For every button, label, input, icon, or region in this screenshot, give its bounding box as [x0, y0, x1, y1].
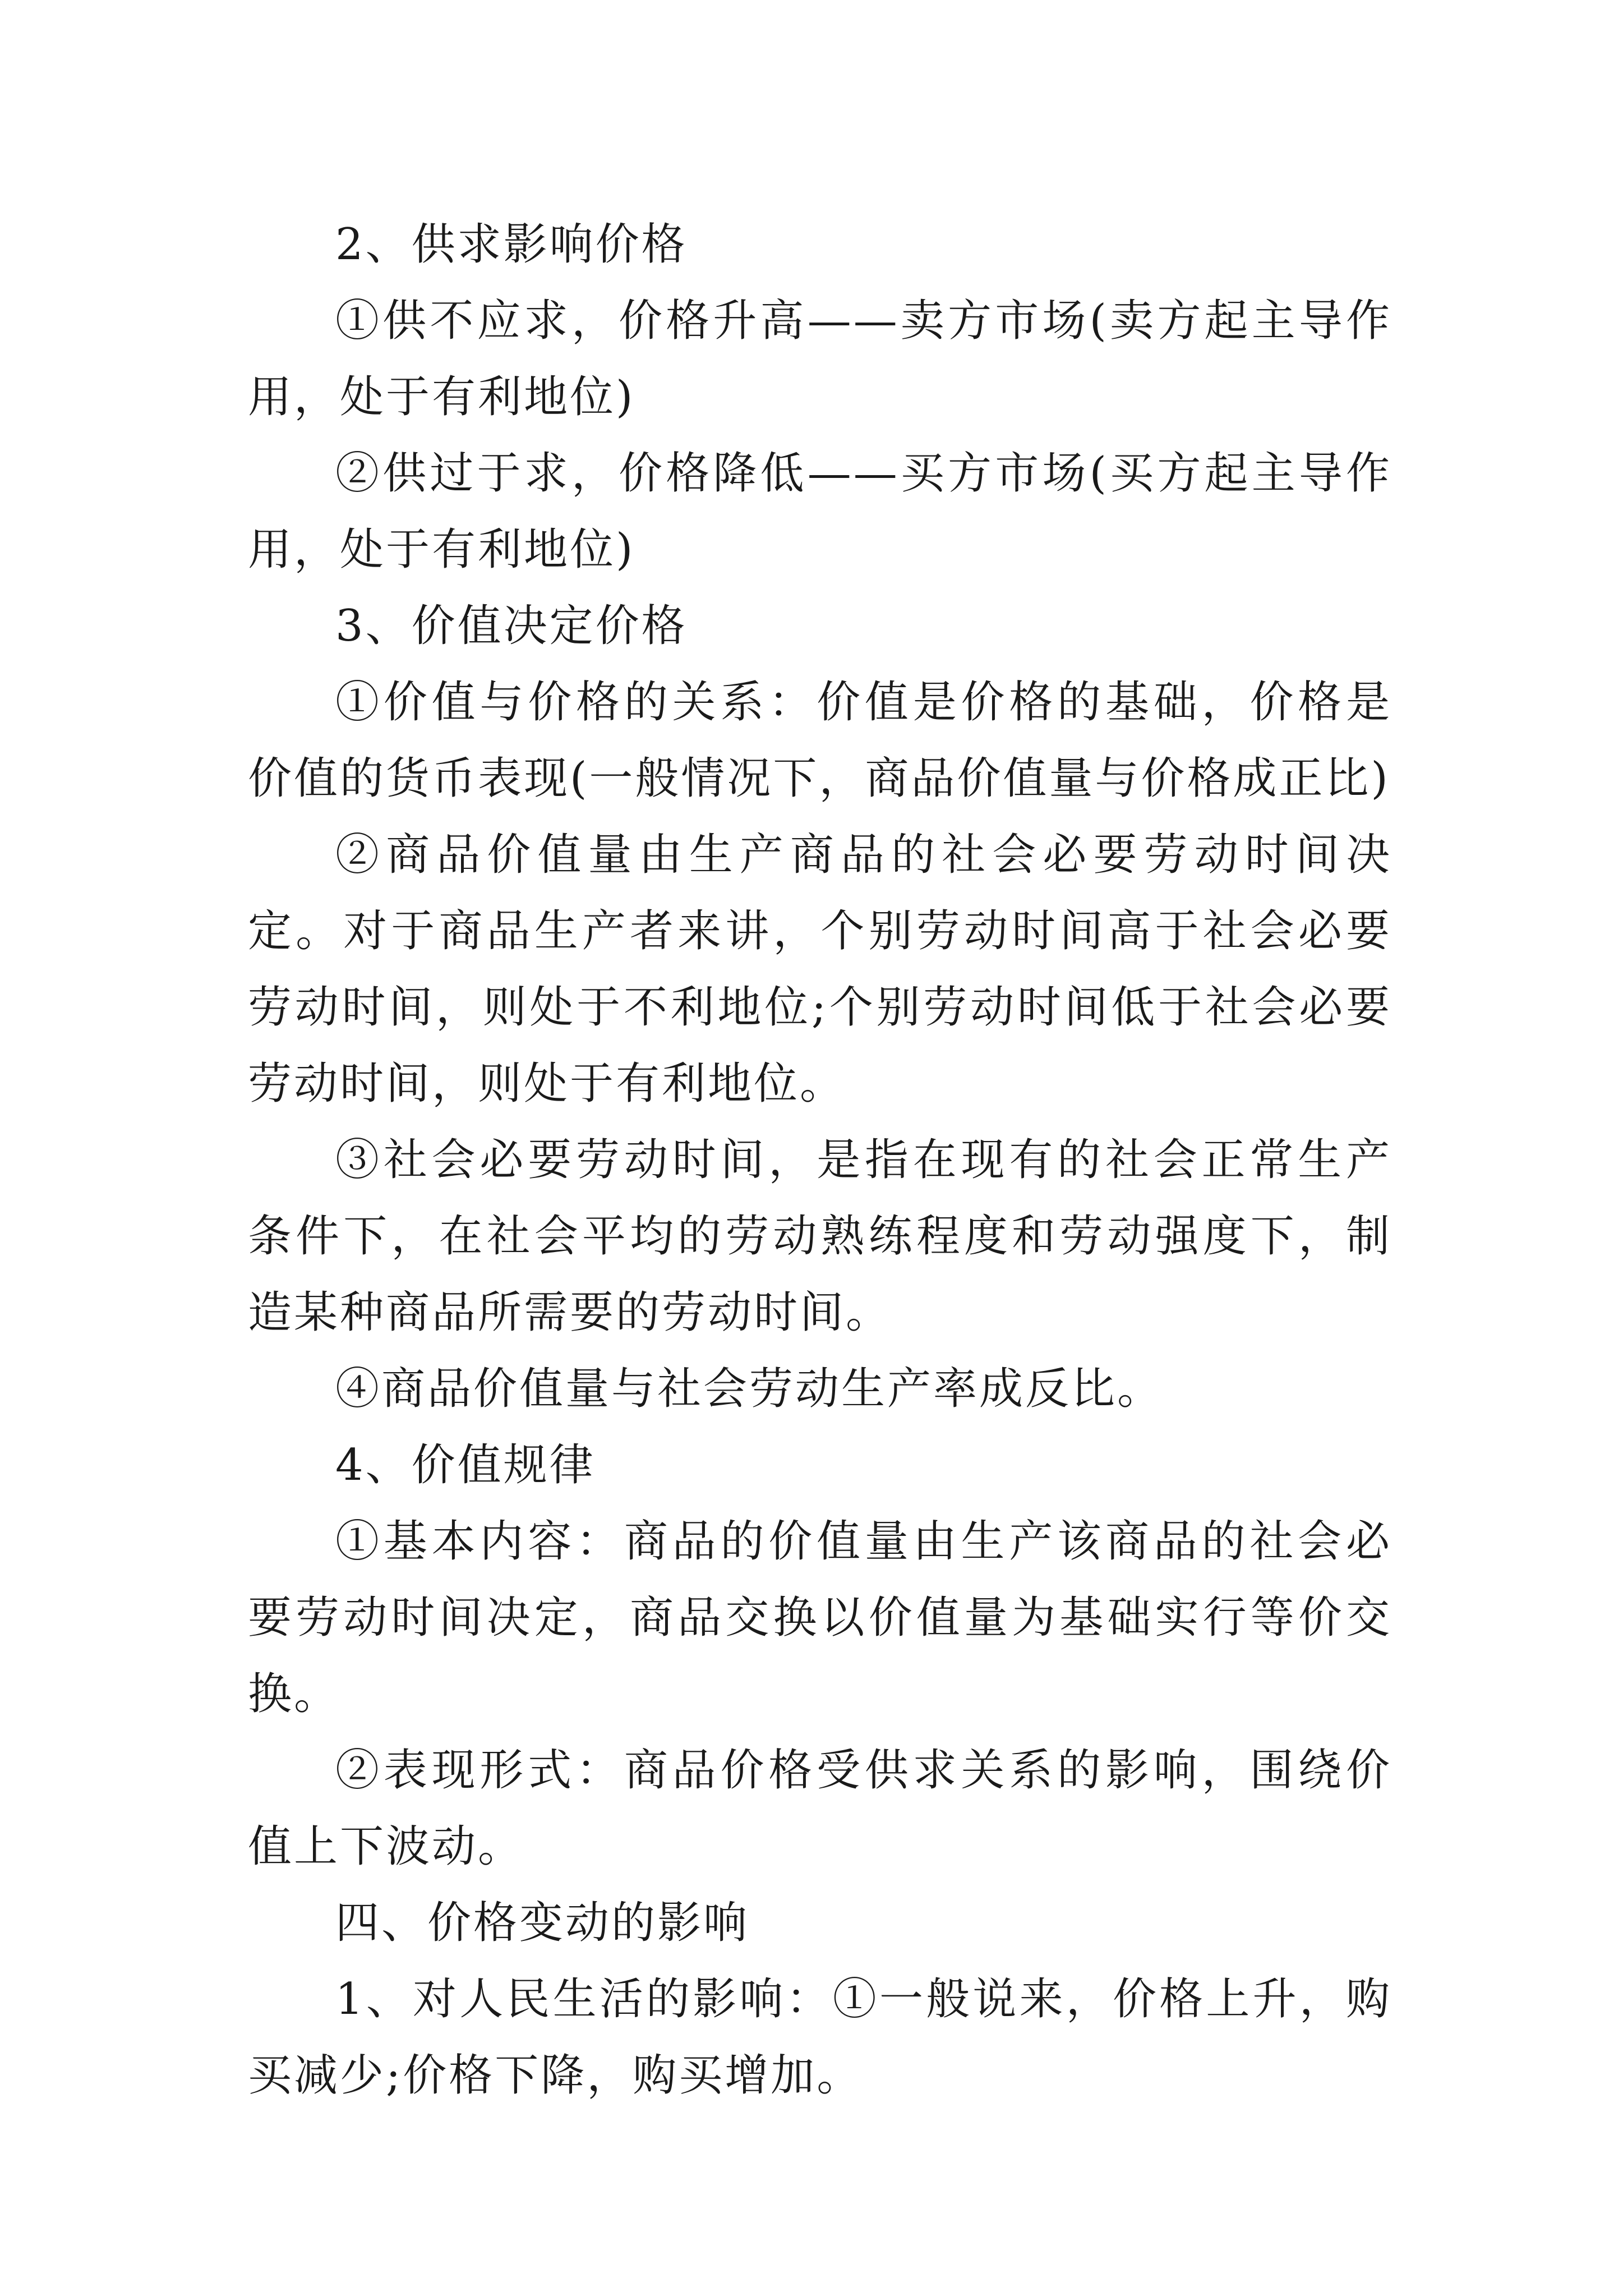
section-heading-supply-demand: 2、供求影响价格 [335, 219, 688, 270]
section-heading-price-change-impact: 四、价格变动的影响 [335, 1898, 750, 1948]
paragraph: ①供不应求，价格升高——卖方市场(卖方起主导作用，处于有利地位) [248, 296, 1392, 422]
paragraph: ②表现形式：商品价格受供求关系的影响，围绕价值上下波动。 [248, 1745, 1392, 1872]
paragraph: ②商品价值量由生产商品的社会必要劳动时间决定。对于商品生产者来讲，个别劳动时间高于社会必要劳动时间，则处于不利地位;个别劳动时间低于社会必要劳动时间，则处于有利地位。 [248, 830, 1392, 1109]
paragraph: ④商品价值量与社会劳动生产率成反比。 [335, 1364, 1164, 1414]
section-heading-value-determines-price: 3、价值决定价格 [335, 601, 688, 651]
section-heading-law-of-value: 4、价值规律 [335, 1440, 596, 1490]
paragraph: ①基本内容：商品的价值量由生产该商品的社会必要劳动时间决定，商品交换以价值量为基础实行等价交换。 [248, 1516, 1392, 1719]
paragraph: ②供过于求，价格降低——买方市场(买方起主导作用，处于有利地位) [248, 448, 1392, 575]
paragraph: 1、对人民生活的影响：①一般说来，价格上升，购买减少;价格下降，购买增加。 [248, 1974, 1392, 2101]
document-body [248, 206, 1392, 2114]
paragraph: ③社会必要劳动时间，是指在现有的社会正常生产条件下，在社会平均的劳动熟练程度和劳动强度下，制造某种商品所需要的劳动时间。 [248, 1135, 1392, 1338]
paragraph: ①价值与价格的关系：价值是价格的基础，价格是价值的货币表现(一般情况下，商品价值量与价格成正比) [248, 677, 1392, 804]
